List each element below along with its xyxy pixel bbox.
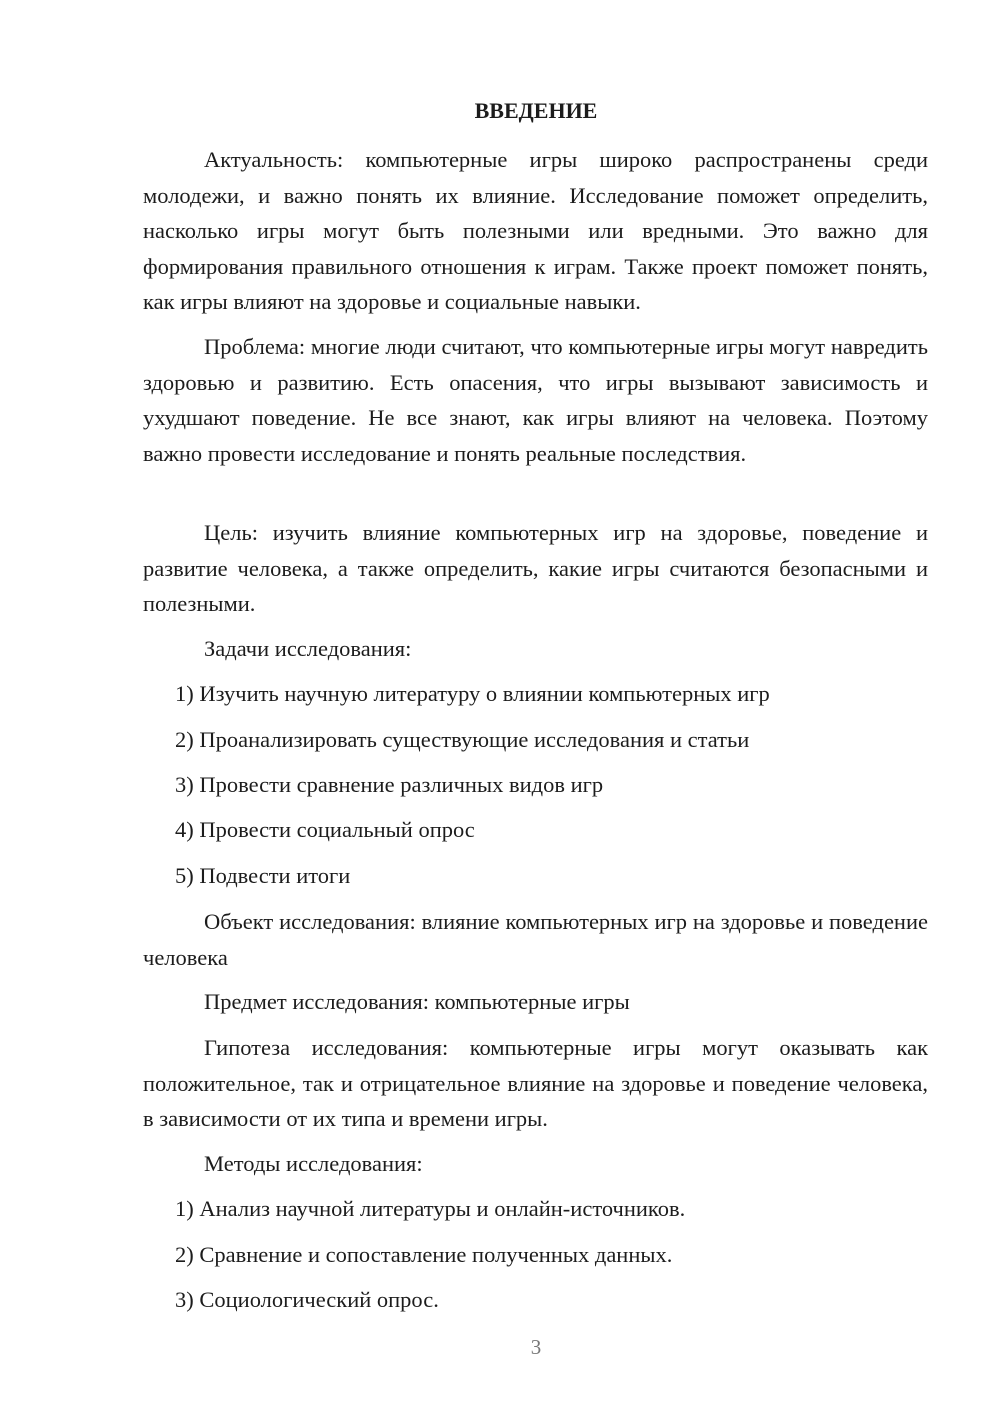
- paragraph-problem: Проблема: многие люди считают, что компьютерные игры могут навредить здоровью и развитию. Есть опасения, что игры вызывают зависимость и ухудшают поведение. Не все знают, как игры влияют на человека. Поэтому важно провести исследование и понять реальные последствия.: [143, 334, 928, 466]
- paragraph-object: Объект исследования: влияние компьютерных игр на здоровье и поведение человека: [143, 909, 928, 970]
- task-item-5: 5) Подвести итоги: [175, 863, 351, 888]
- section-title: ВВЕДЕНИЕ: [474, 98, 598, 123]
- tasks-heading: Задачи исследования:: [204, 636, 412, 661]
- task-item-1: 1) Изучить научную литературу о влиянии компьютерных игр: [175, 681, 770, 706]
- method-item-2: 2) Сравнение и сопоставление полученных данных.: [175, 1242, 673, 1267]
- paragraph-subject: Предмет исследования: компьютерные игры: [204, 989, 630, 1014]
- methods-heading: Методы исследования:: [204, 1151, 423, 1176]
- task-item-2: 2) Проанализировать существующие исследования и статьи: [175, 727, 750, 752]
- page-number: 3: [530, 1335, 542, 1359]
- task-item-4: 4) Провести социальный опрос: [175, 817, 475, 842]
- method-item-3: 3) Социологический опрос.: [175, 1287, 439, 1312]
- paragraph-hypothesis: Гипотеза исследования: компьютерные игры могут оказывать как положительное, так и отрицательное влияние на здоровье и поведение человека, в зависимости от их типа и времени игры.: [143, 1035, 928, 1131]
- method-item-1: 1) Анализ научной литературы и онлайн-источников.: [175, 1196, 686, 1221]
- paragraph-relevance: Актуальность: компьютерные игры широко распространены среди молодежи, и важно понять их влияние. Исследование поможет определить, насколько игры могут быть полезными или вредными. Это важно для формирования правильного отношения к играм. Также проект поможет понять, как игры влияют на здоровье и социальные навыки.: [143, 147, 928, 314]
- paragraph-goal: Цель: изучить влияние компьютерных игр на здоровье, поведение и развитие человека, а также определить, какие игры считаются безопасными и полезными.: [143, 520, 928, 616]
- task-item-3: 3) Провести сравнение различных видов игр: [175, 772, 604, 797]
